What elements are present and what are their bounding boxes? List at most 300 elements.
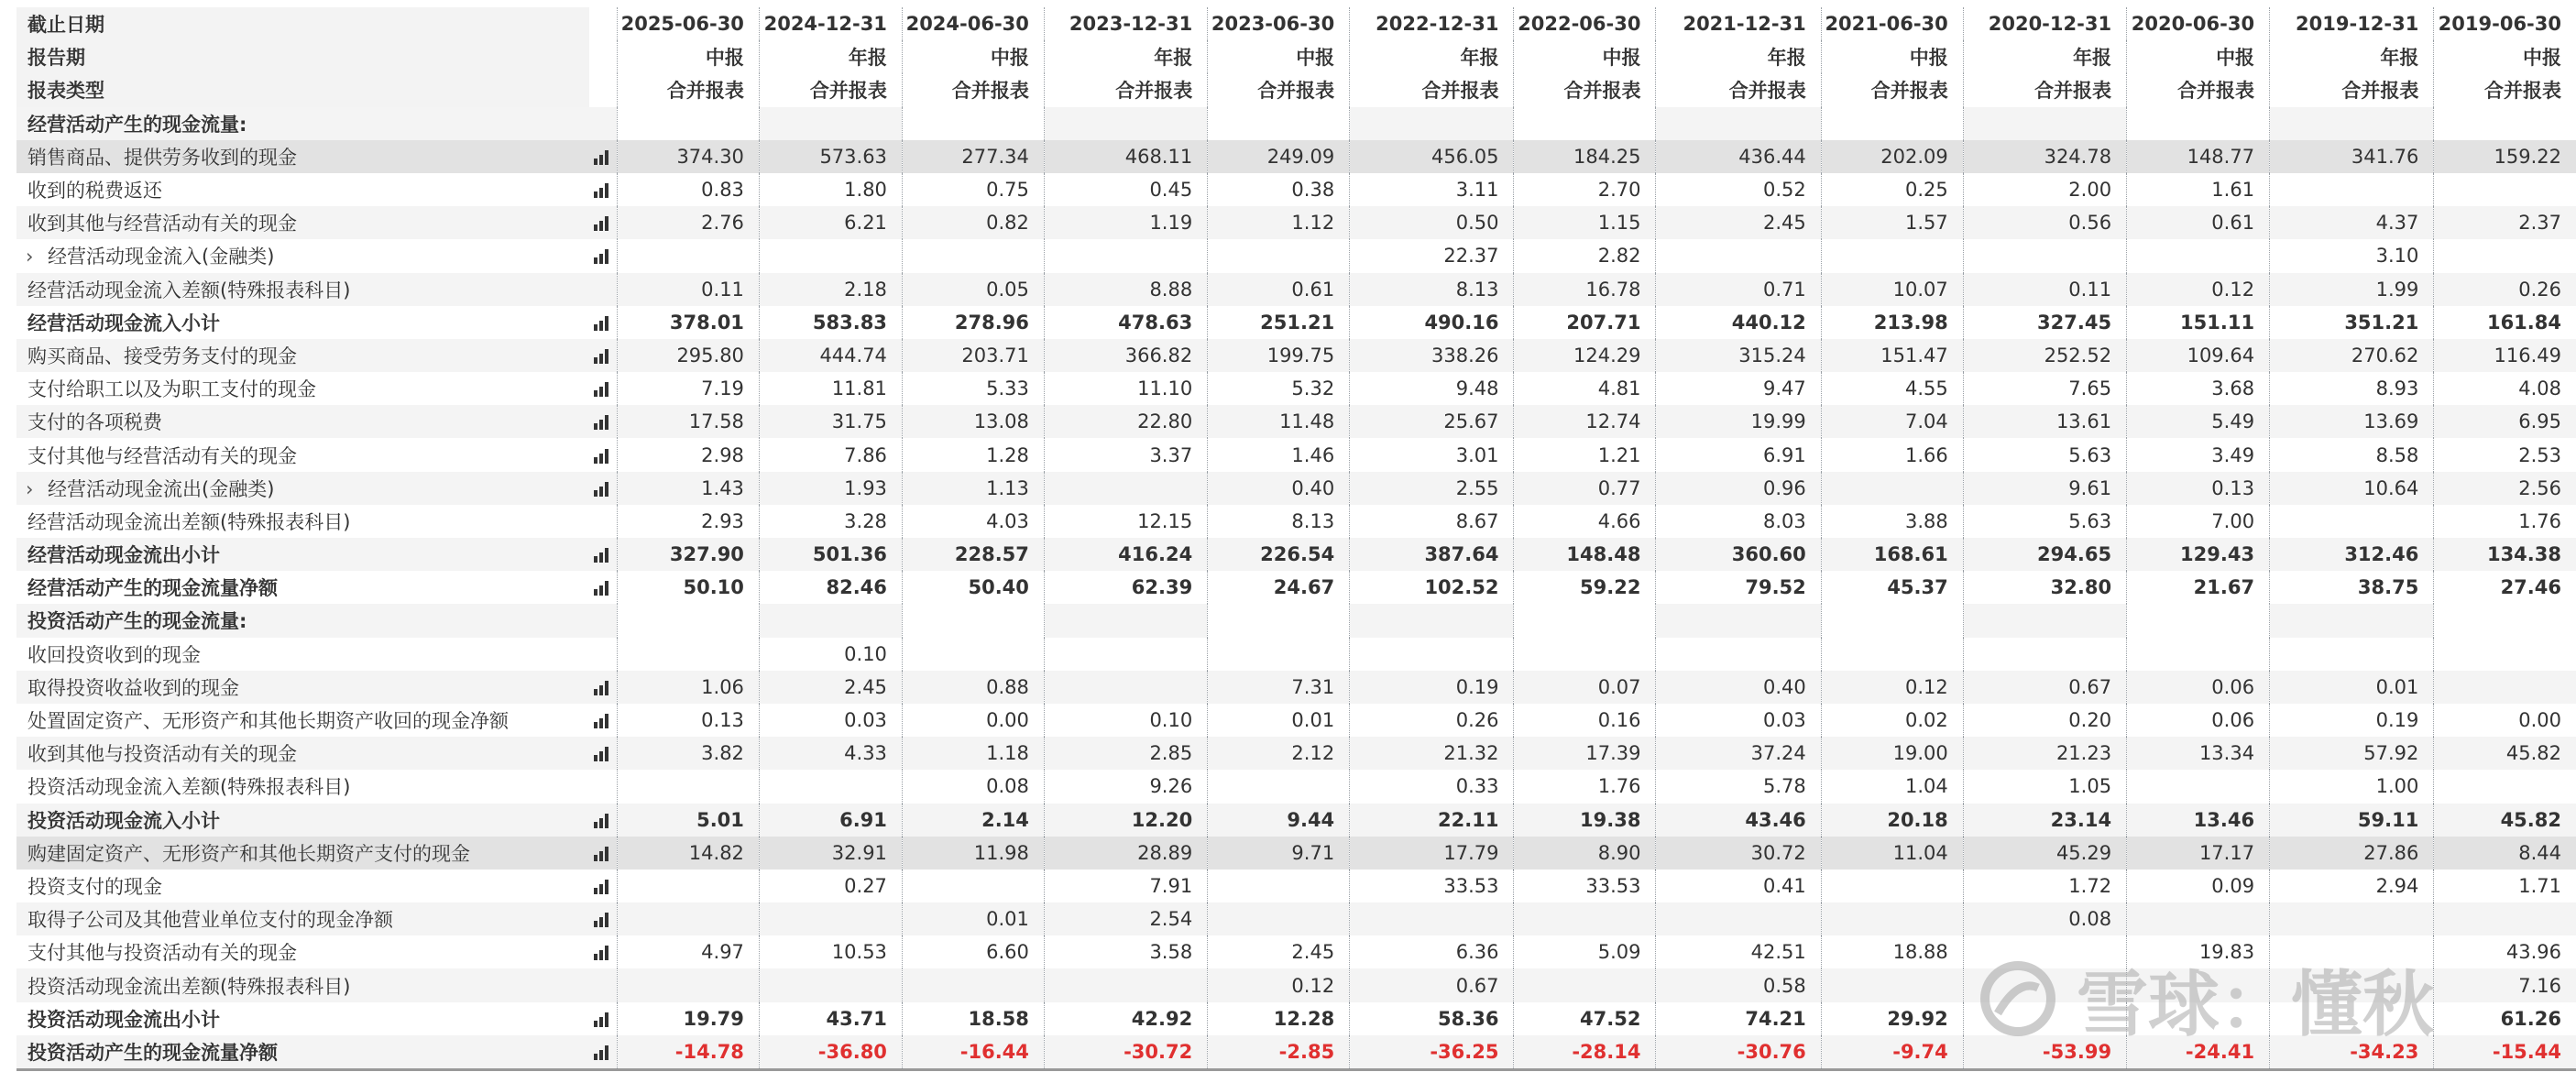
icon-cell [589,73,617,106]
table-row [16,671,2576,704]
icon-cell [589,538,617,571]
bar-chart-icon[interactable] [594,847,611,861]
bar-chart-icon[interactable] [594,814,611,828]
bar-chart-icon[interactable] [594,482,611,497]
header-date-cell: 2023-06-30 [1208,7,1350,40]
value-cell: 11.10 [1044,372,1207,405]
row-label-text: 处置固定资产、无形资产和其他长期资产收回的现金净额 [27,710,509,733]
bar-chart-icon[interactable] [594,216,611,231]
value-cell: 82.46 [759,571,902,604]
header-row-date [16,7,2576,40]
bar-chart-icon[interactable] [594,1012,611,1027]
row-label [16,173,589,206]
value-cell: -24.41 [2127,1035,2270,1070]
table-row [16,770,2576,803]
row-label-text: 收到其他与经营活动有关的现金 [27,213,297,235]
value-cell: 10.53 [759,935,902,968]
row-label-text: 经营活动现金流入差额(特殊报表科目) [27,279,351,301]
value-cell: 0.27 [759,870,902,902]
table-row [16,1002,2576,1035]
value-cell: -36.80 [759,1035,902,1070]
value-cell [1821,968,1963,1001]
header-type-cell: 年报 [1350,40,1514,73]
value-cell: 0.77 [1514,472,1656,505]
value-cell: 8.13 [1208,505,1350,538]
value-cell: 478.63 [1044,306,1207,339]
header-kind-cell: 合并报表 [759,73,902,106]
value-cell: 11.81 [759,372,902,405]
value-cell [1821,638,1963,671]
row-label [16,273,589,306]
value-cell: 16.78 [1514,273,1656,306]
value-cell [1208,902,1350,935]
value-cell: 43.46 [1656,804,1821,837]
row-label [16,837,589,870]
row-label-text: 取得子公司及其他营业单位支付的现金净额 [27,909,393,932]
bar-chart-icon[interactable] [594,316,611,331]
value-cell: 312.46 [2270,538,2434,571]
row-label[interactable] [16,239,589,272]
table-row [16,704,2576,737]
row-label-text: 购建固定资产、无形资产和其他长期资产支付的现金 [27,842,470,865]
value-cell: 9.71 [1208,837,1350,870]
value-cell: 8.93 [2270,372,2434,405]
header-type-cell: 年报 [1656,40,1821,73]
value-cell: 213.98 [1821,306,1963,339]
header-label: 截止日期 [16,7,589,40]
value-cell: 0.00 [2434,704,2576,737]
icon-cell [589,968,617,1001]
value-cell [1044,472,1207,505]
bar-chart-icon[interactable] [594,714,611,728]
icon-cell [589,837,617,870]
value-cell: 18.58 [902,1002,1044,1035]
bar-chart-icon[interactable] [594,150,611,165]
value-cell: 0.58 [1656,968,1821,1001]
value-cell: 0.08 [1963,902,2126,935]
value-cell [759,604,902,637]
table-row [16,273,2576,306]
header-label: 报告期 [16,40,589,73]
header-date-cell: 2020-06-30 [2127,7,2270,40]
value-cell: 8.90 [1514,837,1656,870]
value-cell [902,604,1044,637]
icon-cell [589,604,617,637]
value-cell: -16.44 [902,1035,1044,1070]
expand-chevron-icon[interactable]: › [26,246,34,268]
value-cell: 1.57 [1821,206,1963,239]
value-cell: 1.46 [1208,438,1350,471]
table-row [16,405,2576,438]
value-cell: 9.48 [1350,372,1514,405]
row-label[interactable] [16,472,589,505]
table-row [16,902,2576,935]
value-cell: 338.26 [1350,339,1514,372]
value-cell: -9.74 [1821,1035,1963,1070]
value-cell: 13.08 [902,405,1044,438]
table-row [16,438,2576,471]
row-label [16,638,589,671]
icon-cell [589,1035,617,1070]
value-cell [2127,107,2270,140]
header-kind-cell: 合并报表 [1514,73,1656,106]
value-cell: 1.00 [2270,770,2434,803]
value-cell: 0.01 [2270,671,2434,704]
header-date-cell: 2023-12-31 [1044,7,1207,40]
value-cell [1350,638,1514,671]
row-label-text: 购买商品、接受劳务支付的现金 [27,345,297,367]
value-cell: 0.11 [617,273,759,306]
value-cell: 102.52 [1350,571,1514,604]
value-cell: 1.28 [902,438,1044,471]
value-cell: 7.86 [759,438,902,471]
value-cell [1963,604,2126,637]
value-cell: 8.13 [1350,273,1514,306]
value-cell: 12.28 [1208,1002,1350,1035]
value-cell: 6.21 [759,206,902,239]
value-cell: 0.38 [1208,173,1350,206]
value-cell: 8.03 [1656,505,1821,538]
value-cell: 168.61 [1821,538,1963,571]
value-cell [2270,604,2434,637]
row-label-text: 投资活动产生的现金流量: [27,610,247,633]
icon-cell [589,870,617,902]
value-cell [2127,239,2270,272]
value-cell: 1.05 [1963,770,2126,803]
bar-chart-icon[interactable] [594,1045,611,1060]
value-cell: 57.92 [2270,737,2434,770]
value-cell [2270,173,2434,206]
row-label [16,538,589,571]
value-cell: 3.37 [1044,438,1207,471]
table-row [16,968,2576,1001]
value-cell [1514,638,1656,671]
value-cell: 33.53 [1514,870,1656,902]
value-cell: 0.10 [1044,704,1207,737]
value-cell [1208,638,1350,671]
bar-chart-icon[interactable] [594,382,611,397]
value-cell: 2.45 [1656,206,1821,239]
expand-chevron-icon[interactable]: › [26,477,34,500]
icon-cell [589,206,617,239]
value-cell: 456.05 [1350,140,1514,173]
value-cell: 9.26 [1044,770,1207,803]
header-kind-cell: 合并报表 [1963,73,2126,106]
value-cell: 4.33 [759,737,902,770]
value-cell: 207.71 [1514,306,1656,339]
value-cell: 3.88 [1821,505,1963,538]
value-cell: 151.47 [1821,339,1963,372]
value-cell: 0.67 [1963,671,2126,704]
value-cell: 17.79 [1350,837,1514,870]
value-cell: 0.33 [1350,770,1514,803]
row-label-text: 支付给职工以及为职工支付的现金 [27,378,316,401]
bar-chart-icon[interactable] [594,681,611,695]
value-cell: 583.83 [759,306,902,339]
value-cell: 0.50 [1350,206,1514,239]
value-cell: 5.32 [1208,372,1350,405]
value-cell: 10.07 [1821,273,1963,306]
value-cell [1514,107,1656,140]
value-cell: 351.21 [2270,306,2434,339]
value-cell: 19.00 [1821,737,1963,770]
value-cell: 7.91 [1044,870,1207,902]
value-cell [1963,107,2126,140]
header-type-cell: 中报 [902,40,1044,73]
value-cell: 203.71 [902,339,1044,372]
value-cell: 1.18 [902,737,1044,770]
table-body [16,7,2576,1070]
value-cell [2270,505,2434,538]
value-cell: 0.09 [2127,870,2270,902]
icon-cell [589,40,617,73]
value-cell [2127,604,2270,637]
header-type-cell: 年报 [759,40,902,73]
value-cell: 1.04 [1821,770,1963,803]
value-cell: 0.07 [1514,671,1656,704]
value-cell: 1.61 [2127,173,2270,206]
value-cell: 315.24 [1656,339,1821,372]
value-cell: 17.39 [1514,737,1656,770]
value-cell: 3.10 [2270,239,2434,272]
value-cell: 0.52 [1656,173,1821,206]
row-label-text: 投资支付的现金 [27,875,162,898]
value-cell: 0.16 [1514,704,1656,737]
value-cell: 11.48 [1208,405,1350,438]
value-cell: 42.92 [1044,1002,1207,1035]
value-cell: 21.67 [2127,571,2270,604]
value-cell: 295.80 [617,339,759,372]
value-cell: 4.55 [1821,372,1963,405]
value-cell [1821,604,1963,637]
icon-cell [589,173,617,206]
bar-chart-icon[interactable] [594,249,611,264]
value-cell [1350,107,1514,140]
value-cell [1963,1002,2126,1035]
value-cell: 7.19 [617,372,759,405]
value-cell: 2.45 [759,671,902,704]
table-row [16,1035,2576,1070]
value-cell [1350,604,1514,637]
value-cell [1963,968,2126,1001]
value-cell: 11.04 [1821,837,1963,870]
value-cell [1963,638,2126,671]
row-label [16,306,589,339]
value-cell: 0.88 [902,671,1044,704]
value-cell: 0.12 [1821,671,1963,704]
value-cell: 148.77 [2127,140,2270,173]
value-cell: 416.24 [1044,538,1207,571]
value-cell: 0.19 [2270,704,2434,737]
value-cell: 2.82 [1514,239,1656,272]
value-cell: 22.80 [1044,405,1207,438]
value-cell: 32.91 [759,837,902,870]
value-cell: 7.16 [2434,968,2576,1001]
value-cell: 129.43 [2127,538,2270,571]
value-cell [1656,239,1821,272]
value-cell: 19.79 [617,1002,759,1035]
section-row [16,604,2576,637]
value-cell [2127,770,2270,803]
value-cell [1044,604,1207,637]
value-cell [2270,902,2434,935]
value-cell [902,870,1044,902]
value-cell: 17.17 [2127,837,2270,870]
value-cell: 24.67 [1208,571,1350,604]
value-cell [1821,870,1963,902]
bar-chart-icon[interactable] [594,880,611,894]
value-cell: 436.44 [1656,140,1821,173]
bar-chart-icon[interactable] [594,548,611,563]
value-cell: 490.16 [1350,306,1514,339]
header-kind-cell: 合并报表 [1656,73,1821,106]
value-cell [759,902,902,935]
icon-cell [589,1002,617,1035]
header-date-cell: 2022-06-30 [1514,7,1656,40]
value-cell: 42.51 [1656,935,1821,968]
value-cell: 2.98 [617,438,759,471]
value-cell: 6.91 [759,804,902,837]
value-cell: 0.75 [902,173,1044,206]
header-kind-cell: 合并报表 [902,73,1044,106]
value-cell [1656,902,1821,935]
value-cell: -30.76 [1656,1035,1821,1070]
value-cell: 0.11 [1963,273,2126,306]
value-cell: 29.92 [1821,1002,1963,1035]
value-cell: 2.12 [1208,737,1350,770]
value-cell [1514,604,1656,637]
table-row [16,372,2576,405]
header-type-cell: 中报 [617,40,759,73]
value-cell: 1.21 [1514,438,1656,471]
value-cell: 0.41 [1656,870,1821,902]
value-cell: 1.71 [2434,870,2576,902]
bar-chart-icon[interactable] [594,913,611,927]
row-label [16,870,589,902]
bar-chart-icon[interactable] [594,415,611,430]
value-cell: 5.63 [1963,505,2126,538]
value-cell: 1.06 [617,671,759,704]
value-cell: 0.12 [1208,968,1350,1001]
value-cell: -2.85 [1208,1035,1350,1070]
value-cell: 374.30 [617,140,759,173]
value-cell: 5.33 [902,372,1044,405]
row-label [16,505,589,538]
value-cell: 19.38 [1514,804,1656,837]
value-cell: 0.03 [759,704,902,737]
value-cell: 1.76 [1514,770,1656,803]
value-cell [759,968,902,1001]
value-cell: 3.28 [759,505,902,538]
row-label [16,737,589,770]
value-cell: 327.90 [617,538,759,571]
value-cell: 226.54 [1208,538,1350,571]
row-label [16,107,589,140]
value-cell: 184.25 [1514,140,1656,173]
value-cell: 277.34 [902,140,1044,173]
bar-chart-icon[interactable] [594,449,611,464]
value-cell: 440.12 [1656,306,1821,339]
value-cell [2434,902,2576,935]
bar-chart-icon[interactable] [594,349,611,364]
bar-chart-icon[interactable] [594,183,611,198]
value-cell [902,107,1044,140]
value-cell: -15.44 [2434,1035,2576,1070]
value-cell [2434,239,2576,272]
value-cell: 22.11 [1350,804,1514,837]
value-cell [1821,902,1963,935]
value-cell: 324.78 [1963,140,2126,173]
value-cell: 1.72 [1963,870,2126,902]
row-label-text: 经营活动现金流出小计 [27,544,220,567]
value-cell: 2.70 [1514,173,1656,206]
row-label-text: 收回投资收到的现金 [27,643,201,666]
icon-cell [589,239,617,272]
value-cell: 159.22 [2434,140,2576,173]
value-cell: 278.96 [902,306,1044,339]
value-cell: 2.55 [1350,472,1514,505]
icon-cell [589,571,617,604]
value-cell: 378.01 [617,306,759,339]
value-cell: 4.08 [2434,372,2576,405]
value-cell: 124.29 [1514,339,1656,372]
value-cell: 6.91 [1656,438,1821,471]
value-cell: 0.13 [2127,472,2270,505]
value-cell [1963,935,2126,968]
value-cell [1044,107,1207,140]
value-cell: 58.36 [1350,1002,1514,1035]
row-label [16,571,589,604]
row-label-text: 收到其他与投资活动有关的现金 [27,743,297,766]
value-cell: 2.85 [1044,737,1207,770]
icon-cell [589,935,617,968]
value-cell: 13.46 [2127,804,2270,837]
row-label-text: 经营活动现金流入小计 [27,312,220,334]
value-cell: 5.49 [2127,405,2270,438]
value-cell [2434,671,2576,704]
value-cell [1208,870,1350,902]
icon-cell [589,704,617,737]
icon-cell [589,472,617,505]
table-row [16,935,2576,968]
row-label-text: 经营活动现金流出(金融类) [48,477,275,500]
value-cell: 9.44 [1208,804,1350,837]
bar-chart-icon[interactable] [594,747,611,761]
header-type-cell: 中报 [1821,40,1963,73]
value-cell: 116.49 [2434,339,2576,372]
bar-chart-icon[interactable] [594,946,611,960]
icon-cell [589,438,617,471]
row-label-text: 支付其他与投资活动有关的现金 [27,942,297,965]
value-cell: 7.65 [1963,372,2126,405]
value-cell: 0.03 [1656,704,1821,737]
value-cell: 161.84 [2434,306,2576,339]
header-date-cell: 2019-06-30 [2434,7,2576,40]
value-cell: 2.76 [617,206,759,239]
value-cell: 32.80 [1963,571,2126,604]
bar-chart-icon[interactable] [594,581,611,596]
value-cell: 1.93 [759,472,902,505]
value-cell: 2.45 [1208,935,1350,968]
value-cell: 0.00 [902,704,1044,737]
icon-cell [589,7,617,40]
row-label [16,671,589,704]
icon-cell [589,902,617,935]
value-cell [1208,770,1350,803]
value-cell: 0.10 [759,638,902,671]
value-cell [1821,472,1963,505]
value-cell [1656,638,1821,671]
